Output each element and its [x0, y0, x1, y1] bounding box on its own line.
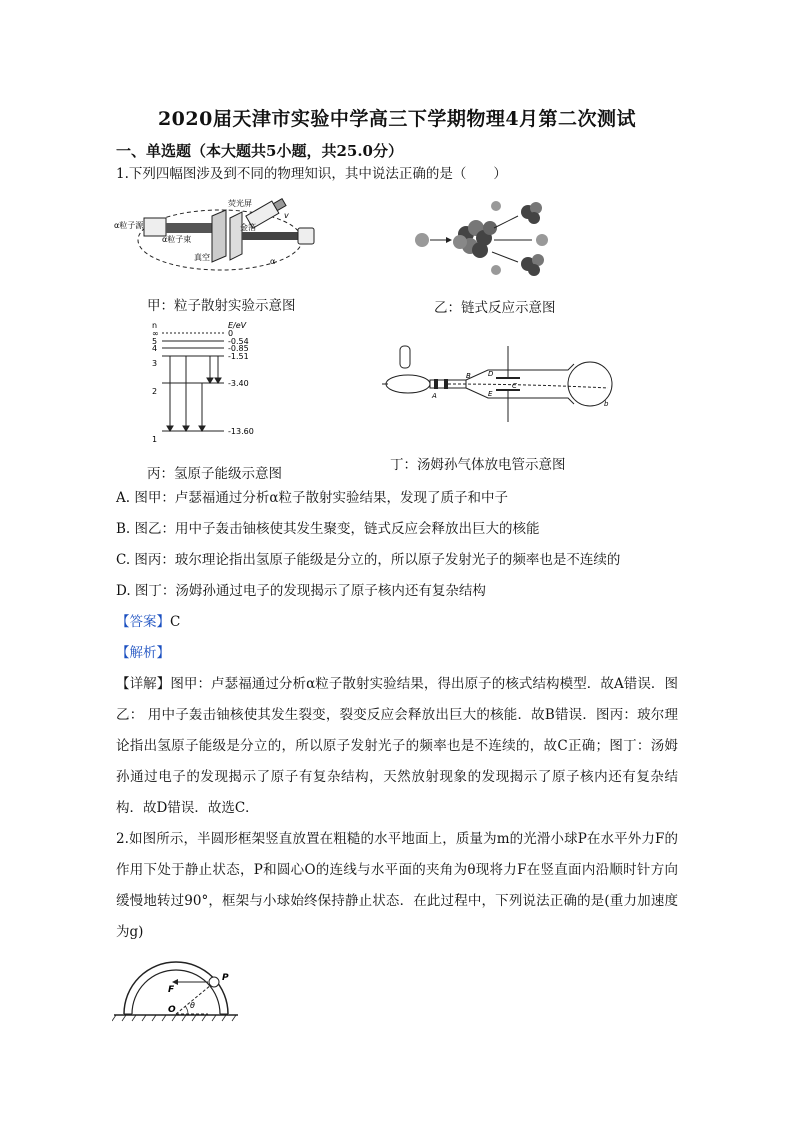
label-vacuum: 真空: [194, 253, 210, 262]
label-force-f: F: [168, 985, 175, 995]
label-theta: θ: [190, 1001, 195, 1010]
analysis-label: [116, 643, 170, 663]
level-e-1: -13.60: [228, 427, 254, 436]
figure-chain-reaction: [410, 198, 560, 280]
level-n-1: 1: [152, 435, 158, 444]
label-alpha: α: [270, 257, 276, 266]
caption-figure-ding: 丁：汤姆孙气体放电管示意图: [390, 457, 566, 473]
answer-value: C: [170, 614, 181, 630]
label-energy-unit: E/eV: [228, 321, 247, 330]
option-b: B. 图乙：用中子轰击铀核使其发生聚变，链式反应会释放出巨大的核能: [116, 521, 540, 537]
level-n-2: 2: [152, 387, 158, 396]
level-n-5: 5: [152, 337, 158, 346]
label-alpha-source: α粒子源: [114, 221, 144, 230]
section-heading: 一、单选题（本大题共5小题，共25.0分）: [116, 142, 403, 160]
label-alpha-beam: α粒子束: [162, 235, 192, 244]
option-d: D. 图丁：汤姆孙通过电子的发现揭示了原子核内还有复杂结构: [116, 583, 486, 599]
label-a: A: [432, 392, 437, 400]
figure-discharge-tube: [378, 340, 618, 430]
option-c: C. 图丙：玻尔理论指出氢原子能级是分立的，所以原子发射光子的频率也是不连续的: [116, 552, 621, 568]
figure-energy-levels: [144, 318, 294, 446]
label-b: B: [466, 372, 471, 380]
detail-paragraph: [116, 669, 678, 824]
label-d: D: [488, 370, 494, 378]
level-e-2: -3.40: [228, 379, 249, 388]
detail-text: 图甲：卢瑟福通过分析α粒子散射实验结果，得出原子的核式结构模型．故A错误．图乙： 用中子轰击铀核使其发生裂变，裂变反应会释放出巨大的核能．故B错误．图丙：玻尔理论指出氢原子能级是分立的，所以原子发射光子的频率也是不连续的，故C正确；图丁：汤姆孙通过电子的发现揭示了原子有复杂结构，天然放射现象的发现揭示了原子核内还有复杂结构．故D错误．故选C．: [116, 676, 678, 816]
label-c: C: [512, 382, 517, 390]
analysis-heading: 【解析】: [116, 645, 170, 661]
label-b-small: b: [604, 400, 609, 408]
level-e-4: -0.85: [228, 344, 249, 353]
answer-label: 【答案】: [116, 614, 170, 630]
caption-figure-bing: 丙：氢原子能级示意图: [147, 466, 282, 482]
question-1-stem: 1.下列四幅图涉及到不同的物理知识，其中说法正确的是（ ）: [116, 166, 507, 182]
level-e-3: -1.51: [228, 352, 249, 361]
detail-label: 【详解】: [116, 676, 171, 692]
figure-alpha-scattering: [112, 198, 322, 278]
label-v: v: [284, 211, 289, 220]
figure-semicircle-frame: [112, 958, 242, 1024]
caption-figure-yi: 乙：链式反应示意图: [434, 300, 556, 316]
label-e: E: [488, 390, 493, 398]
caption-figure-jia: 甲：粒子散射实验示意图: [147, 298, 296, 314]
answer-line: [116, 612, 180, 632]
level-n-4: 4: [152, 344, 158, 353]
label-foil: 金箔: [240, 223, 256, 232]
label-n: n: [152, 321, 158, 330]
level-e-inf: 0: [228, 329, 234, 338]
option-a: A. 图甲：卢瑟福通过分析α粒子散射实验结果，发现了质子和中子: [116, 490, 508, 506]
label-screen: 荧光屏: [228, 199, 252, 208]
label-ball-p: P: [222, 973, 229, 983]
question-2-stem: 2.如图所示，半圆形框架竖直放置在粗糙的水平地面上，质量为m的光滑小球P在水平外力F的作用下处于静止状态，P和圆心O的连线与水平面的夹角为θ现将力F在竖直面内沿顺时针方向缓慢地转过90°，框架与小球始终保持静止状态．在此过程中，下列说法正确的是(重力加速度为g): [116, 831, 678, 940]
level-n-3: 3: [152, 359, 158, 368]
level-e-5: -0.54: [228, 337, 249, 346]
page-title: 2020届天津市实验中学高三下学期物理4月第二次测试: [157, 108, 637, 130]
level-n-inf: ∞: [152, 329, 159, 338]
label-center-o: O: [168, 1005, 176, 1015]
